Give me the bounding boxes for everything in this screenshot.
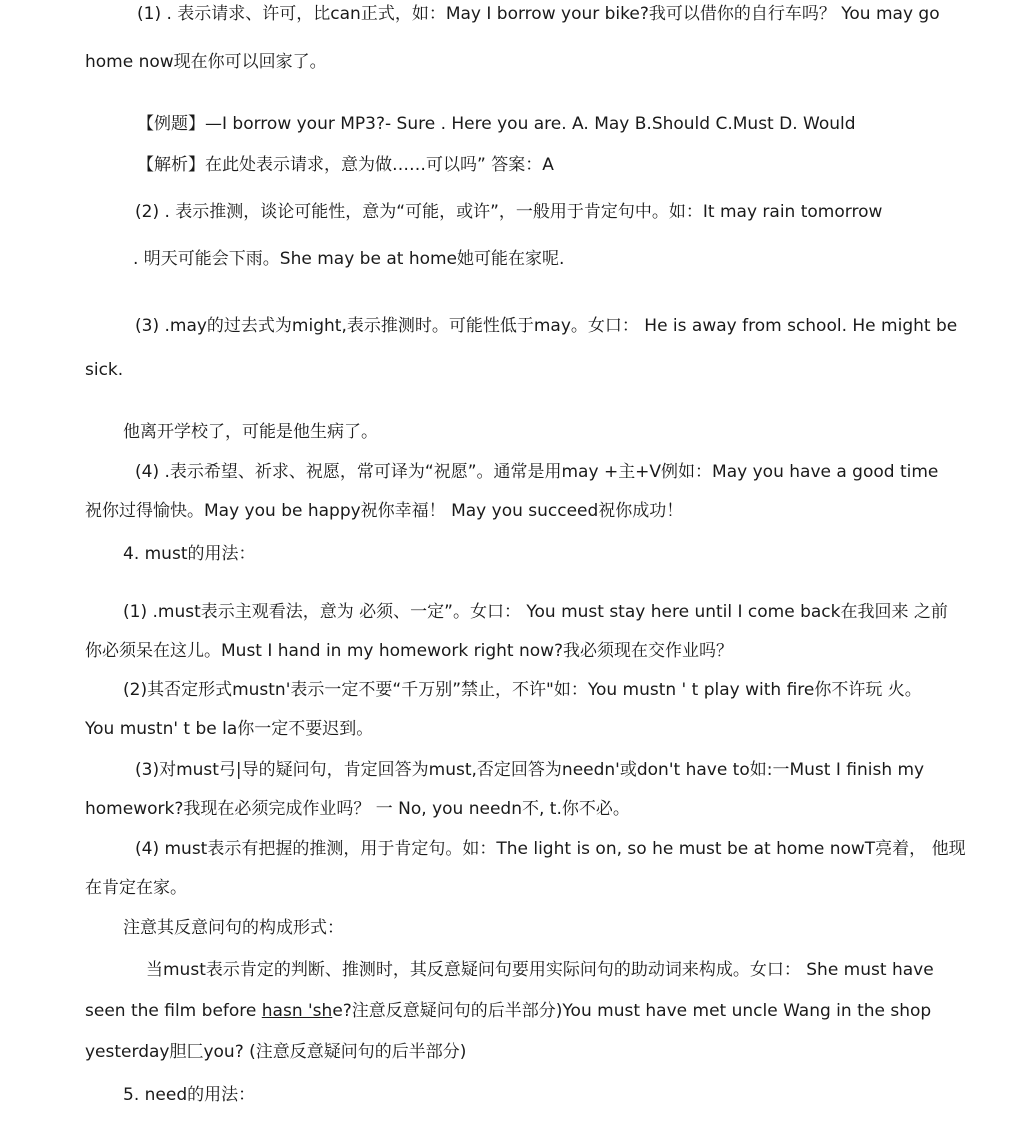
underlined-text: hasn 'sh (261, 1001, 333, 1021)
section-heading-must: 4. must的用法： (123, 544, 256, 564)
text-line (85, 999, 931, 1023)
text-line: You mustn' t be la你一定不要迟到。 (85, 719, 374, 739)
example-line: 【例题】—I borrow your MP3?- Sure . Here you are. A. May B.Should C.Must D. Would (137, 114, 856, 134)
note-heading: 注意其反意问句的构成形式： (123, 918, 344, 938)
text-line: 他离开学校了，可能是他生病了。 (123, 422, 378, 442)
text-line: (2)其否定形式mustn'表示一定不要“千万别”禁止，不许"如：You mustn ' t play with fire你不许玩 火。 (123, 680, 922, 700)
text-line: (2) . 表示推测，谈论可能性，意为“可能，或许”，一般用于肯定句中。如：It may rain tomorrow (135, 202, 883, 222)
text-line: 你必须呆在这儿。Must I hand in my homework right now?我必须现在交作业吗？ (85, 641, 734, 661)
text-line: (4) .表示希望、祈求、祝愿，常可译为“祝愿”。通常是用may +主+V例如：May you have a good time (135, 462, 939, 482)
text-segment: e?注意反意疑问句的后半部分)You must have met uncle Wang in the shop (332, 1001, 932, 1021)
text-line: homework?我现在必须完成作业吗？ 一 No, you needn不, t.你不必。 (85, 799, 630, 819)
text-line: 当must表示肯定的判断、推测时，其反意疑问句要用实际问句的助动词来构成。女口： She must have (146, 960, 934, 980)
text-line: (3) .may的过去式为might,表示推测时。可能性低于may。女口： He is away from school. He might be (135, 316, 958, 336)
section-heading-need: 5. need的用法： (123, 1085, 256, 1105)
text-line: (1) . 表示请求、许可，比can正式，如：May I borrow your bike?我可以借你的自行车吗？ You may go (137, 4, 940, 24)
text-line: (4) must表示有把握的推测，用于肯定句。如：The light is on, so he must be at home nowT亮着， 他现 (135, 839, 966, 859)
text-line: (1) .must表示主观看法，意为 必须、一定”。女口： You must stay here until I come back在我回来 之前 (123, 602, 948, 622)
text-line: sick. (85, 360, 124, 380)
text-line: home now现在你可以回家了。 (85, 52, 327, 72)
text-line: 在肯定在家。 (85, 878, 187, 898)
text-line: yesterday胆匚you? (注意反意疑问句的后半部分) (85, 1042, 467, 1062)
analysis-line: 【解析】在此处表示请求，意为做……可以吗” 答案：A (137, 155, 554, 175)
text-segment: seen the film before (85, 1001, 262, 1021)
text-line: 祝你过得愉快。May you be happy祝你幸福！ May you succeed祝你成功！ (85, 501, 684, 521)
text-line: (3)对must弓|导的疑问句，肯定回答为must,否定回答为needn'或don't have to如:一Must I finish my (135, 760, 925, 780)
text-line: . 明天可能会下雨。She may be at home她可能在家呢. (133, 249, 565, 269)
